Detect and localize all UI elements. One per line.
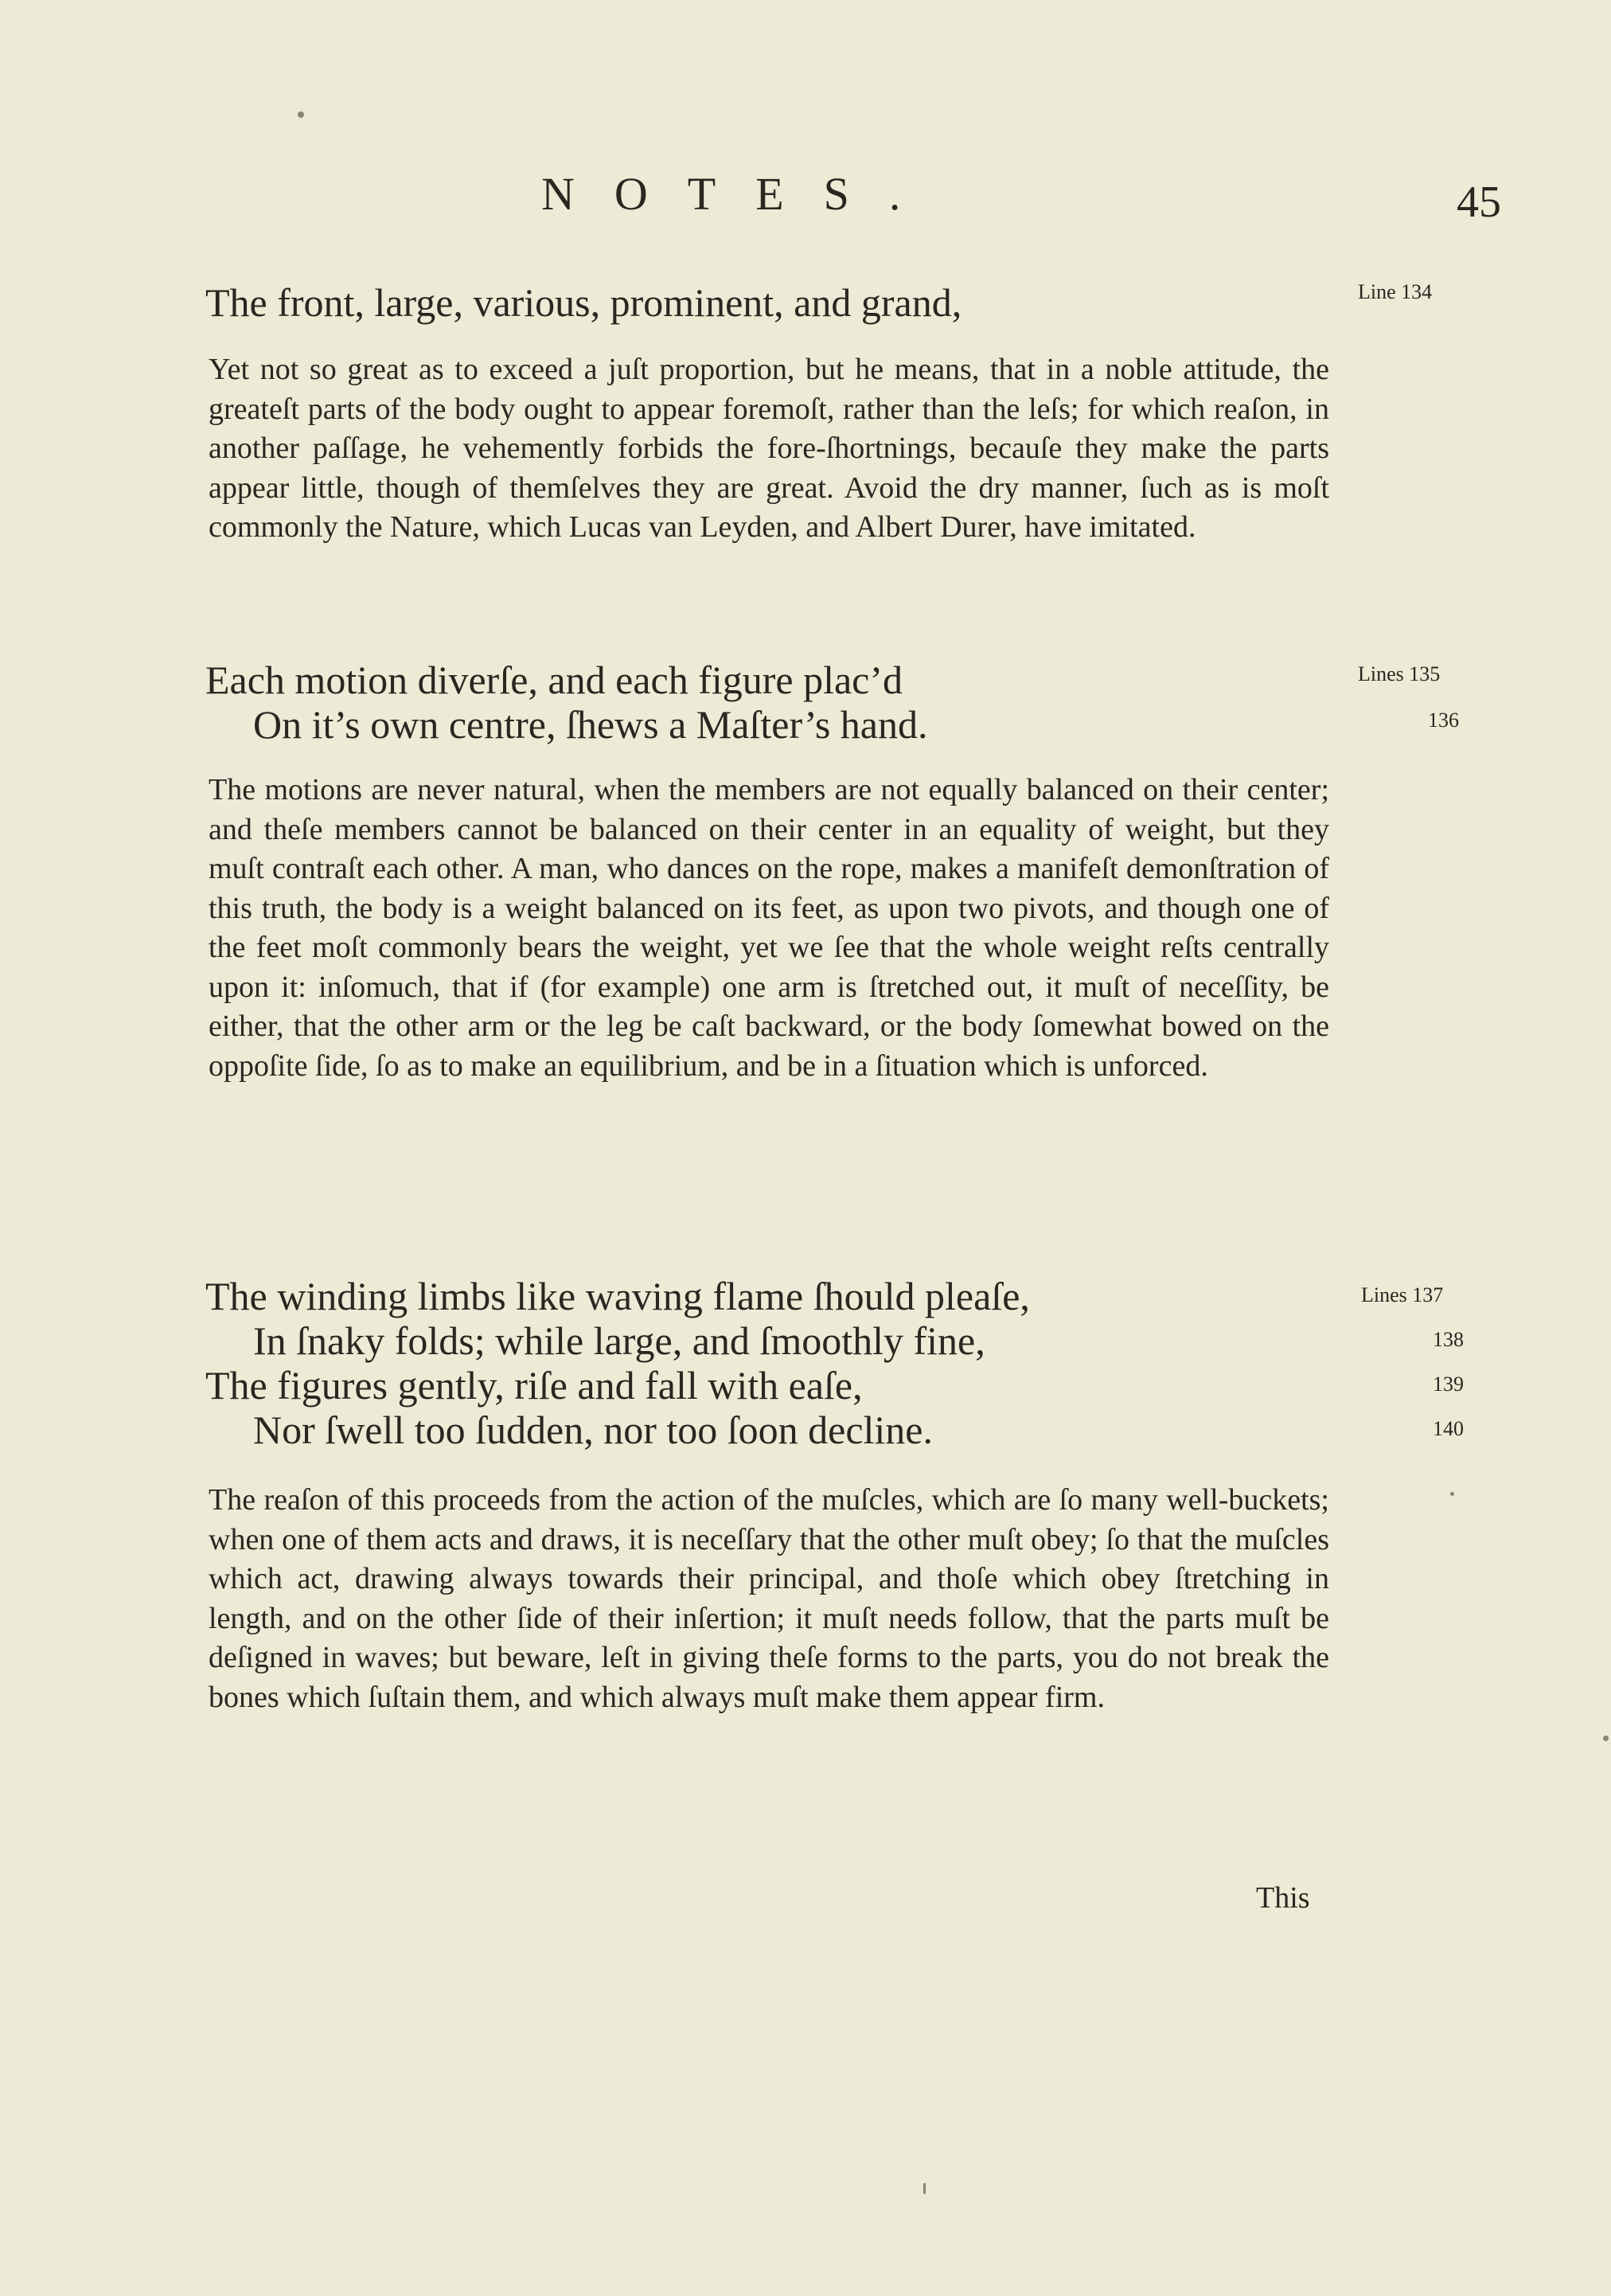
line-reference: 138 [1433,1328,1464,1351]
commentary-text: The motions are never natural, when the members are not equally balanced on their center; and theſe members cannot be balanced on their center in an equality of weight, but they muſt contraſt each other. A man, who dances on the rope, makes a manifeſt demonſtration of this truth, the body is a weight balanced on its feet, as upon two pivots, and though one of the feet moſt commonly bears the weight, yet we ſee that the whole weight reſts centrally upon it: inſomuch, that if (for example) one arm is ſtretched out, it muſt of neceſſity, be either, that the other arm or the leg be caſt backward, or the body ſomewhat bowed on the oppoſite ſide, ſo as to make an equilibrium, and be in a ſituation which is unforced. [209,773,1329,1083]
page-number: 45 [1457,178,1501,227]
line-reference: 136 [1428,709,1459,732]
verse-line: The front, large, various, prominent, and grand, [205,280,962,325]
verse-line: Each motion diverſe, and each figure plac’d [205,658,903,702]
verse-line: Nor ſwell too ſudden, nor too ſoon decline. [253,1408,934,1452]
commentary-text: The reaſon of this proceeds from the action of the muſcles, which are ſo many well-buckets; when one of them acts and draws, it is neceſſary that the other muſt obey; ſo that the muſcles which act, drawing always towards their principal, and thoſe which obey ſtretching in length, and on the other ſide of their inſertion; it muſt needs follow, that the parts muſt be deſigned in waves; but beware, leſt in giving theſe forms to the parts, you do not break the bones which ſuſtain them, and which always muſt make them appear firm. [209,1483,1329,1714]
running-head: NOTES. [541,168,941,220]
verse-line: The winding limbs like waving flame ſhould pleaſe, [205,1274,1030,1318]
verse-line: The figures gently, riſe and fall with eaſe, [205,1363,863,1408]
line-reference: Line 134 [1358,280,1433,303]
line-reference: Lines 137 [1361,1283,1444,1306]
commentary-text: Yet not so great as to exceed a juſt proportion, but he means, that in a noble attitude, the greateſt parts of the body ought to appear foremoſt, rather than the leſs; for which reaſon, in another paſſage, he vehemently forbids the fore-ſhortnings, becauſe they make the parts appear little, though of themſelves they are great. Avoid the dry manner, ſuch as is moſt commonly the Nature, which Lucas van Leyden, and Albert Durer, have imitated. [209,353,1329,544]
catchword: This [1256,1881,1310,1915]
paper-speck [1450,1492,1454,1496]
paper-speck [1603,1736,1609,1741]
paper-speck [298,111,304,118]
commentary-paragraph [209,1481,1329,1717]
commentary-paragraph [209,771,1329,1086]
line-reference: 139 [1433,1373,1464,1396]
verse-line: On it’s own centre, ſhews a Maſter’s hand. [253,702,928,747]
line-reference: 140 [1433,1417,1464,1440]
paper-speck [923,2183,926,2194]
commentary-paragraph [209,350,1329,548]
line-reference: Lines 135 [1358,662,1441,685]
verse-line: In ſnaky folds; while large, and ſmoothly fine, [253,1318,985,1363]
